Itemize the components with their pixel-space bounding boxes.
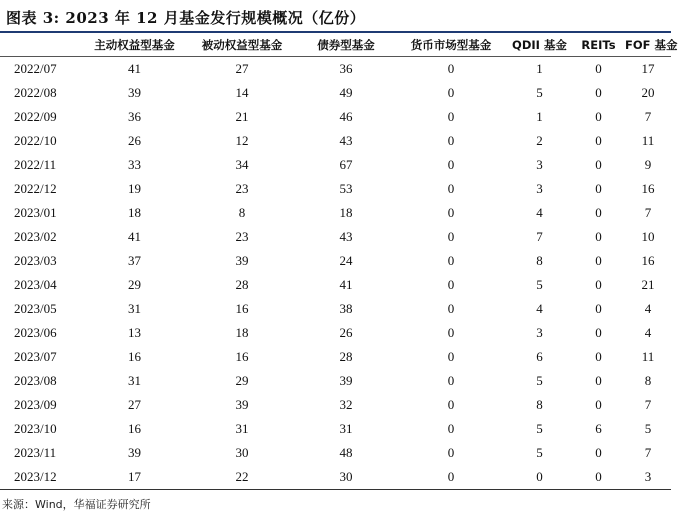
value-cell: 19: [128, 181, 141, 196]
table-row: [0, 465, 671, 490]
value-cell: 22: [187, 465, 297, 490]
value-cell: 9: [644, 157, 652, 172]
value-cell: 0: [447, 181, 455, 196]
table-row: [0, 321, 671, 345]
value-cell: 1: [536, 61, 543, 76]
value-cell: 4: [644, 325, 652, 340]
table-row: [0, 81, 671, 105]
value-cell: 18: [235, 325, 249, 340]
value-cell: 31: [339, 421, 353, 436]
date-cell: 2023/11: [14, 445, 57, 460]
value-cell: 0: [572, 465, 625, 490]
table-row: [0, 417, 671, 441]
value-cell: 3: [536, 325, 543, 340]
value-cell: 31: [128, 301, 141, 316]
value-cell: 41: [339, 277, 353, 292]
value-cell: 48: [339, 445, 353, 460]
table-row: [0, 369, 671, 393]
value-cell: 0: [595, 253, 602, 268]
date-cell: 2022/11: [14, 157, 57, 172]
header-cell: 货币市场型基金: [395, 33, 507, 57]
value-cell: 8: [644, 373, 652, 388]
date-cell: 2022/07: [14, 61, 57, 76]
value-cell: 0: [447, 109, 455, 124]
value-cell: 5: [536, 277, 543, 292]
header-cell: REITs: [572, 33, 625, 57]
value-cell: 23: [235, 229, 249, 244]
table-row: [0, 441, 671, 465]
value-cell: 0: [595, 373, 602, 388]
value-cell: 39: [235, 253, 249, 268]
value-cell: 39: [339, 373, 353, 388]
value-cell: 13: [128, 325, 141, 340]
value-cell: 0: [447, 61, 455, 76]
value-cell: 34: [235, 157, 249, 172]
value-cell: 0: [595, 397, 602, 412]
value-cell: 36: [339, 61, 353, 76]
date-cell: 2023/05: [14, 301, 57, 316]
value-cell: 17: [641, 61, 655, 76]
value-cell: 0: [595, 277, 602, 292]
value-cell: 31: [128, 373, 141, 388]
value-cell: 29: [128, 277, 141, 292]
date-cell: 2023/04: [14, 277, 57, 292]
value-cell: 0: [595, 205, 602, 220]
value-cell: 49: [339, 85, 353, 100]
value-cell: 16: [128, 349, 141, 364]
value-cell: 6: [595, 421, 602, 436]
value-cell: 28: [339, 349, 353, 364]
value-cell: 53: [339, 181, 353, 196]
value-cell: 26: [128, 133, 141, 148]
value-cell: 16: [235, 349, 249, 364]
value-cell: 18: [339, 205, 353, 220]
value-cell: 18: [128, 205, 141, 220]
fund-issuance-table: [0, 33, 678, 490]
value-cell: 0: [447, 85, 455, 100]
value-cell: 1: [536, 109, 543, 124]
value-cell: 0: [447, 229, 455, 244]
value-cell: 32: [339, 397, 353, 412]
header-cell: FOF 基金: [625, 33, 671, 57]
value-cell: 0: [595, 181, 602, 196]
value-cell: 0: [447, 301, 455, 316]
table-row: [0, 201, 671, 225]
value-cell: 38: [339, 301, 353, 316]
date-cell: 2022/12: [14, 181, 57, 196]
value-cell: 10: [641, 229, 655, 244]
value-cell: 8: [536, 397, 543, 412]
value-cell: 0: [447, 397, 455, 412]
value-cell: 7: [536, 229, 543, 244]
date-cell: 2023/09: [14, 397, 57, 412]
date-cell: 2022/08: [14, 85, 57, 100]
header-cell: 主动权益型基金: [82, 33, 187, 57]
source-note: 来源：Wind，华福证券研究所: [2, 498, 151, 511]
table-row: [0, 57, 671, 82]
value-cell: 5: [536, 85, 543, 100]
figure-title: 图表 3: 2023 年 12 月基金发行规模概况（亿份）: [6, 9, 366, 27]
value-cell: 0: [595, 133, 602, 148]
value-cell: 11: [641, 133, 655, 148]
value-cell: 3: [536, 181, 543, 196]
value-cell: 29: [235, 373, 249, 388]
header-cell: 被动权益型基金: [187, 33, 297, 57]
value-cell: 0: [447, 253, 455, 268]
table-header-row: [0, 33, 671, 57]
value-cell: 0: [447, 205, 455, 220]
value-cell: 30: [235, 445, 249, 460]
table-row: [0, 345, 671, 369]
value-cell: 7: [644, 205, 652, 220]
date-cell: 2022/10: [14, 133, 57, 148]
value-cell: 0: [447, 373, 455, 388]
table-row: [0, 105, 671, 129]
value-cell: 0: [447, 445, 455, 460]
value-cell: 8: [536, 253, 543, 268]
value-cell: 41: [128, 61, 141, 76]
value-cell: 0: [595, 301, 602, 316]
value-cell: 67: [339, 157, 353, 172]
table-row: [0, 153, 671, 177]
value-cell: 11: [641, 349, 655, 364]
value-cell: 37: [128, 253, 141, 268]
header-cell: 债券型基金: [297, 33, 395, 57]
value-cell: 39: [235, 397, 249, 412]
value-cell: 14: [235, 85, 249, 100]
value-cell: 0: [595, 157, 602, 172]
value-cell: 23: [235, 181, 249, 196]
value-cell: 39: [128, 85, 141, 100]
value-cell: 43: [339, 229, 353, 244]
value-cell: 0: [447, 133, 455, 148]
header-cell-date: [0, 33, 82, 57]
value-cell: 0: [595, 109, 602, 124]
value-cell: 20: [641, 85, 655, 100]
value-cell: 0: [595, 349, 602, 364]
value-cell: 21: [235, 109, 249, 124]
value-cell: 0: [595, 325, 602, 340]
date-cell: 2023/01: [14, 205, 57, 220]
value-cell: 41: [128, 229, 141, 244]
table-row: [0, 393, 671, 417]
value-cell: 0: [395, 465, 507, 490]
value-cell: 6: [536, 349, 543, 364]
value-cell: 5: [644, 421, 652, 436]
value-cell: 12: [235, 133, 249, 148]
value-cell: 0: [595, 229, 602, 244]
value-cell: 16: [128, 421, 141, 436]
table-row: [0, 129, 671, 153]
table-row: [0, 249, 671, 273]
value-cell: 30: [297, 465, 395, 490]
value-cell: 36: [128, 109, 141, 124]
value-cell: 27: [128, 397, 141, 412]
value-cell: 0: [447, 421, 455, 436]
value-cell: 0: [447, 349, 455, 364]
value-cell: 4: [644, 301, 652, 316]
value-cell: 46: [339, 109, 353, 124]
date-cell: 2023/02: [14, 229, 57, 244]
table-row: [0, 225, 671, 249]
value-cell: 24: [339, 253, 353, 268]
value-cell: 0: [595, 61, 602, 76]
value-cell: 0: [447, 325, 455, 340]
value-cell: 0: [447, 157, 455, 172]
value-cell: 31: [235, 421, 249, 436]
table-row: [0, 297, 671, 321]
value-cell: 26: [339, 325, 353, 340]
date-cell: 2022/09: [14, 109, 57, 124]
value-cell: 16: [641, 181, 655, 196]
value-cell: 0: [595, 85, 602, 100]
value-cell: 5: [536, 421, 543, 436]
date-cell: 2023/07: [14, 349, 57, 364]
date-cell: 2023/12: [0, 465, 82, 490]
value-cell: 2: [536, 133, 543, 148]
value-cell: 4: [536, 205, 543, 220]
value-cell: 16: [641, 253, 655, 268]
value-cell: 5: [536, 373, 543, 388]
value-cell: 0: [595, 445, 602, 460]
date-cell: 2023/08: [14, 373, 57, 388]
value-cell: 3: [536, 157, 543, 172]
value-cell: 7: [644, 397, 652, 412]
table-body: [0, 57, 671, 490]
table-row: [0, 177, 671, 201]
header-cell: QDII 基金: [507, 33, 572, 57]
value-cell: 33: [128, 157, 141, 172]
value-cell: 8: [238, 205, 246, 220]
value-cell: 5: [536, 445, 543, 460]
date-cell: 2023/06: [14, 325, 57, 340]
value-cell: 0: [507, 465, 572, 490]
value-cell: 7: [644, 445, 652, 460]
value-cell: 39: [128, 445, 141, 460]
table-row: [0, 273, 671, 297]
value-cell: 28: [235, 277, 249, 292]
value-cell: 27: [235, 61, 249, 76]
value-cell: 17: [82, 465, 187, 490]
value-cell: 7: [644, 109, 652, 124]
date-cell: 2023/03: [14, 253, 57, 268]
value-cell: 3: [625, 465, 671, 490]
value-cell: 4: [536, 301, 543, 316]
value-cell: 16: [235, 301, 249, 316]
value-cell: 43: [339, 133, 353, 148]
value-cell: 21: [641, 277, 655, 292]
value-cell: 0: [447, 277, 455, 292]
date-cell: 2023/10: [14, 421, 57, 436]
